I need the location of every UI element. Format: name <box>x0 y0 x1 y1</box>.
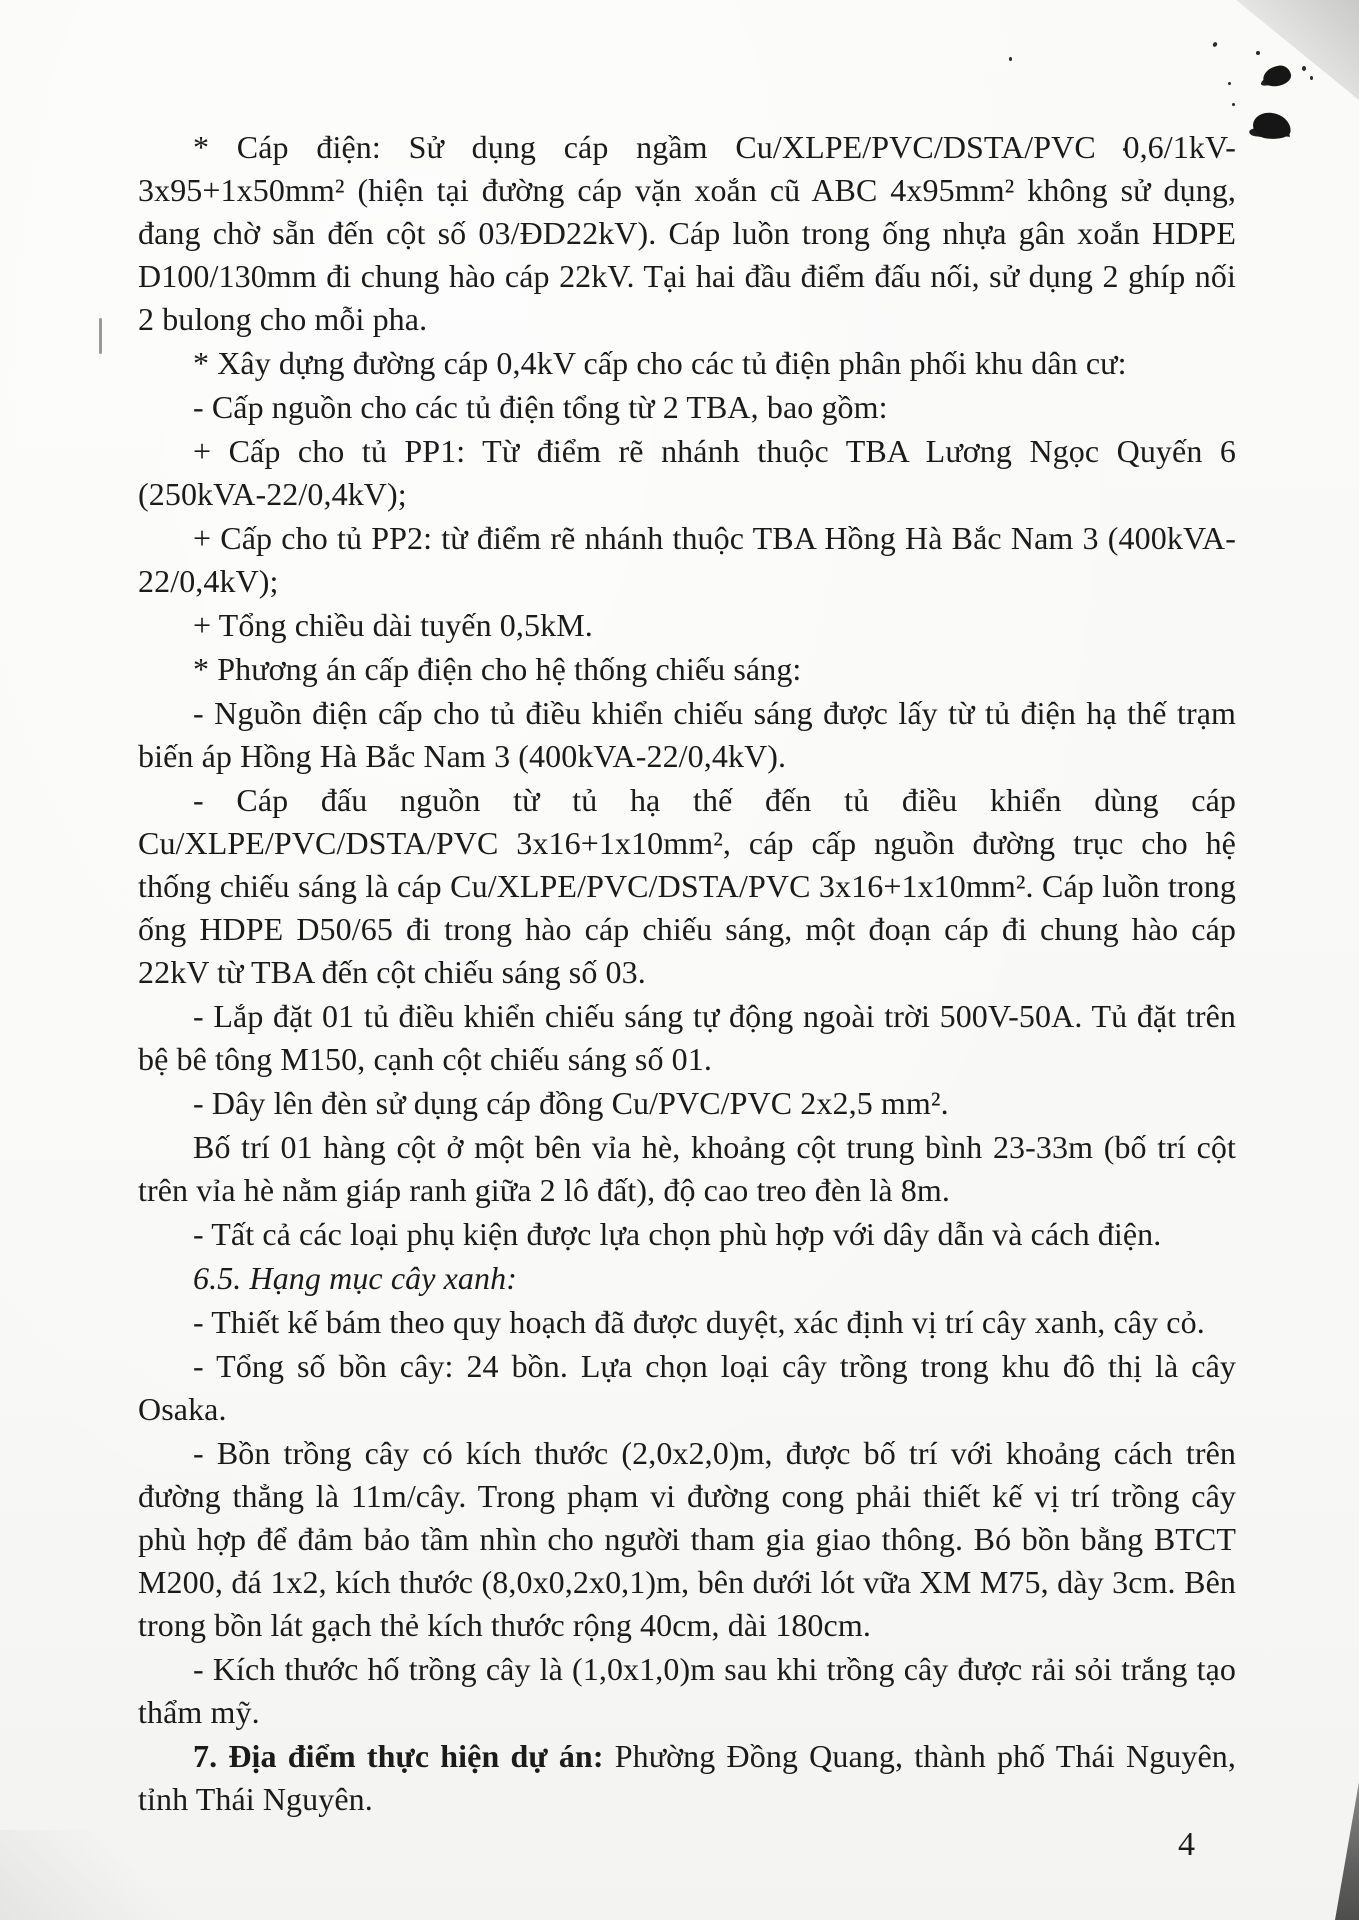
scan-edge-mark <box>99 318 102 354</box>
para-dia-diem-lead: 7. Địa điểm thực hiện dự án: <box>193 1738 604 1774</box>
scan-bottom-shade <box>0 1830 220 1920</box>
ink-speck <box>1302 66 1306 71</box>
para-cap-dien-ngam: * Cáp điện: Sử dụng cáp ngầm Cu/XLPE/PVC/DSTA/PVC 0,6/1kV-3x95+1x50mm² (hiện tại đường cáp vặn xoắn cũ ABC 4x95mm² không sử dụng, đang chờ sẵn đến cột số 03/ĐD22kV). Cáp luồn trong ống nhựa gân xoắn HDPE D100/130mm đi chung hào cáp 22kV. Tại hai đầu điểm đấu nối, sử dụng 2 ghíp nối 2 bulong cho mỗi pha. <box>138 129 1236 337</box>
page-number: 4 <box>1178 1826 1195 1863</box>
ink-speck <box>1009 57 1012 61</box>
para-bon-trong-cay: - Bồn trồng cây có kích thước (2,0x2,0)m, được bố trí với khoảng cách trên đường thẳng là 11m/cây. Trong phạm vi đường cong phải thiết kế vị trí trồng cây phù hợp để đảm bảo tầm nhìn cho người tham gia giao thông. Bó bồn bằng BTCT M200, đá 1x2, kích thước (8,0x0,2x0,1)m, bên dưới lót vữa XM M75, dày 3cm. Bên trong bồn lát gạch thẻ kích thước rộng 40cm, dài 180cm. <box>138 1435 1236 1643</box>
ink-speck <box>1228 82 1231 85</box>
para-thiet-ke-quy-hoach: - Thiết kế bám theo quy hoạch đã được duyệt, xác định vị trí cây xanh, cây cỏ. <box>193 1304 1205 1340</box>
ink-speck <box>1310 76 1313 80</box>
scan-corner-shadow <box>1209 0 1359 100</box>
para-nguon-dien-tu-dieu-khien: - Nguồn điện cấp cho tủ điều khiển chiếu sáng được lấy từ tủ điện hạ thế trạm biến áp Hồng Hà Bắc Nam 3 (400kVA-22/0,4kV). <box>138 695 1236 774</box>
ink-speck <box>1256 51 1260 55</box>
heading-hang-muc-cay-xanh: 6.5. Hạng mục cây xanh: <box>193 1260 517 1296</box>
para-cap-tu-pp2: + Cấp cho tủ PP2: từ điểm rẽ nhánh thuộc TBA Hồng Hà Bắc Nam 3 (400kVA-22/0,4kV); <box>138 520 1236 599</box>
para-dia-diem-rest: Phường Đồng Quang, thành phố Thái Nguyên, tỉnh Thái Nguyên. <box>138 1738 1236 1817</box>
para-cap-nguon-tba: - Cấp nguồn cho các tủ điện tổng từ 2 TBA, bao gồm: <box>193 389 888 425</box>
para-lap-dat-tu-dieu-khien: - Lắp đặt 01 tủ điều khiển chiếu sáng tự động ngoài trời 500V-50A. Tủ đặt trên bệ bê tông M150, cạnh cột chiếu sáng số 01. <box>138 998 1236 1077</box>
para-phuong-an-chieu-sang: * Phương án cấp điện cho hệ thống chiếu sáng: <box>193 651 802 687</box>
para-phu-kien: - Tất cả các loại phụ kiện được lựa chọn phù hợp với dây dẫn và cách điện. <box>193 1216 1162 1252</box>
para-day-len-den: - Dây lên đèn sử dụng cáp đồng Cu/PVC/PVC 2x2,5 mm². <box>193 1085 949 1121</box>
para-dia-diem-du-an <box>138 1735 1236 1821</box>
para-cap-tu-pp1: + Cấp cho tủ PP1: Từ điểm rẽ nhánh thuộc TBA Lương Ngọc Quyến 6 (250kVA-22/0,4kV); <box>138 433 1236 512</box>
document-body <box>138 126 1236 1822</box>
para-xay-dung-duong-cap: * Xây dựng đường cáp 0,4kV cấp cho các tủ điện phân phối khu dân cư: <box>193 345 1127 381</box>
scan-wedge-bottom-right <box>1335 1782 1359 1920</box>
para-kich-thuoc-ho-trong: - Kích thước hố trồng cây là (1,0x1,0)m sau khi trồng cây được rải sỏi trắng tạo thẩm mỹ. <box>138 1651 1236 1730</box>
ink-blot-icon <box>1252 111 1293 141</box>
ink-speck <box>1232 103 1235 106</box>
para-bo-tri-hang-cot: Bố trí 01 hàng cột ở một bên vỉa hè, khoảng cột trung bình 23-33m (bố trí cột trên vỉa hè nằm giáp ranh giữa 2 lô đất), độ cao treo đèn là 8m. <box>138 1129 1236 1208</box>
para-tong-so-bon-cay: - Tổng số bồn cây: 24 bồn. Lựa chọn loại cây trồng trong khu đô thị là cây Osaka. <box>138 1348 1236 1427</box>
para-cap-dau-nguon: - Cáp đấu nguồn từ tủ hạ thế đến tủ điều khiển dùng cáp Cu/XLPE/PVC/DSTA/PVC 3x16+1x10mm², cáp cấp nguồn đường trục cho hệ thống chiếu sáng là cáp Cu/XLPE/PVC/DSTA/PVC 3x16+1x10mm². Cáp luồn trong ống HDPE D50/65 đi trong hào cáp chiếu sáng, một đoạn cáp đi chung hào cáp 22kV từ TBA đến cột chiếu sáng số 03. <box>138 782 1236 990</box>
ink-blot-icon <box>1262 64 1293 88</box>
ink-speck <box>1212 41 1218 47</box>
para-tong-chieu-dai: + Tổng chiều dài tuyến 0,5kM. <box>193 607 593 643</box>
